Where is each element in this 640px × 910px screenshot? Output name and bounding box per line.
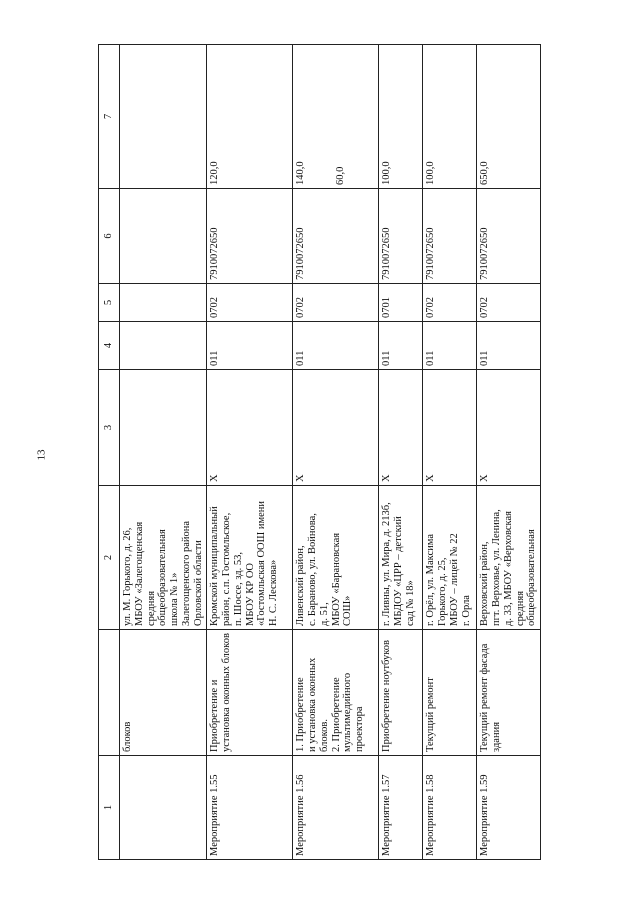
table-row bbox=[207, 45, 293, 860]
address-line: район, с.п. Гостомльское, bbox=[221, 512, 232, 626]
target-cell: 7910072650 bbox=[207, 189, 293, 284]
activity-cell: Текущий ремонт bbox=[423, 630, 477, 756]
address-line: д. 51, bbox=[318, 602, 330, 626]
amount-line: 140,0 bbox=[295, 161, 307, 185]
address-line: школа № 1» bbox=[169, 572, 180, 626]
activity-cell bbox=[293, 630, 379, 756]
address-line: СОШ» bbox=[342, 595, 354, 626]
address-line: «Гостомльская ООШ имени bbox=[256, 500, 268, 626]
header-cell: 6 bbox=[99, 189, 120, 284]
mark-cell: X bbox=[423, 370, 477, 486]
header-cell: 5 bbox=[99, 284, 120, 322]
activity-line: 1. Приобретение bbox=[295, 677, 307, 752]
address-line: МБОУ «Залегощенская bbox=[133, 521, 145, 626]
event-cell: Мероприятие 1.56 bbox=[293, 756, 379, 860]
event-cell: Мероприятие 1.55 bbox=[207, 756, 293, 860]
mark-cell bbox=[120, 370, 207, 486]
address-line: общеобразовательная bbox=[526, 529, 538, 626]
address-line: г. Орла bbox=[460, 595, 472, 626]
address-cell bbox=[207, 486, 293, 630]
activity-cell: Приобретение и установка оконных блоков bbox=[207, 630, 293, 756]
code-cell: 011 bbox=[207, 322, 293, 370]
target-cell: 7910072650 bbox=[293, 189, 379, 284]
header-cell: 3 bbox=[99, 370, 120, 486]
header-cell bbox=[99, 630, 120, 756]
target-cell bbox=[120, 189, 207, 284]
table-row bbox=[379, 45, 423, 860]
amount-cell: 650,0 bbox=[477, 45, 541, 189]
address-line: МБОУ «Барановская bbox=[330, 532, 342, 626]
address-cell bbox=[423, 486, 477, 630]
address-line: с. Бараново, ул. Войнова, bbox=[307, 513, 318, 626]
address-line: МБДОУ «ЦРР – детский bbox=[393, 516, 404, 626]
header-cell: 4 bbox=[99, 322, 120, 370]
activity-line: мультимедийного bbox=[342, 672, 354, 752]
address-line: средняя bbox=[145, 590, 157, 626]
address-line: сад № 18» bbox=[404, 580, 416, 626]
code-cell: 011 bbox=[423, 322, 477, 370]
rotated-table-container bbox=[98, 45, 538, 860]
activity-line: блоков. bbox=[318, 719, 330, 752]
event-cell: Мероприятие 1.57 bbox=[379, 756, 423, 860]
event-cell: Мероприятие 1.58 bbox=[423, 756, 477, 860]
code-cell: 011 bbox=[477, 322, 541, 370]
address-line: Кромской муниципальный bbox=[209, 506, 221, 626]
address-line: ул. М. Горького, д. 26, bbox=[122, 527, 133, 626]
table-row bbox=[477, 45, 541, 860]
address-cell bbox=[477, 486, 541, 630]
address-line: Орловской области bbox=[192, 540, 204, 626]
section-cell: 0702 bbox=[293, 284, 379, 322]
amount-cell: 100,0 bbox=[379, 45, 423, 189]
amount-cell: 120,0 bbox=[207, 45, 293, 189]
address-line: пгт. Верховье, ул. Ленина, bbox=[491, 509, 502, 626]
section-cell bbox=[120, 284, 207, 322]
header-cell: 2 bbox=[99, 486, 120, 630]
address-line: Горького, д. 25, bbox=[437, 557, 448, 626]
page-number: 13 bbox=[35, 449, 48, 461]
table-row bbox=[120, 45, 207, 860]
address-line: г. Ливны, ул. Мира, д. 213б, bbox=[381, 502, 393, 626]
header-cell: 1 bbox=[99, 756, 120, 860]
address-cell bbox=[120, 486, 207, 630]
address-line: д. 33, МБОУ «Верховская bbox=[502, 511, 514, 626]
activity-cell: блоков bbox=[120, 630, 207, 756]
header-cell: 7 bbox=[99, 45, 120, 189]
target-cell: 7910072650 bbox=[477, 189, 541, 284]
event-cell bbox=[120, 756, 207, 860]
activity-cell: Приобретение ноутбуков bbox=[379, 630, 423, 756]
address-line: г. Орёл, ул. Максима bbox=[425, 534, 437, 626]
address-cell bbox=[293, 486, 379, 630]
table-row bbox=[423, 45, 477, 860]
code-cell: 011 bbox=[293, 322, 379, 370]
amount-cell bbox=[293, 45, 379, 189]
activity-line: 2. Приобретение bbox=[330, 677, 342, 752]
section-cell: 0702 bbox=[207, 284, 293, 322]
address-cell bbox=[379, 486, 423, 630]
activity-line: и установка оконных bbox=[307, 657, 318, 752]
activity-line: проектора bbox=[354, 706, 365, 752]
address-line: Н. С. Лескова» bbox=[268, 559, 279, 626]
code-cell bbox=[120, 322, 207, 370]
address-line: Залегощенского района bbox=[180, 520, 192, 626]
address-line: общеобразовательная bbox=[157, 529, 169, 626]
table-row bbox=[293, 45, 379, 860]
target-cell: 7910072650 bbox=[379, 189, 423, 284]
section-cell: 0702 bbox=[423, 284, 477, 322]
target-cell: 7910072650 bbox=[423, 189, 477, 284]
event-cell: Мероприятие 1.59 bbox=[477, 756, 541, 860]
address-line: МБОУ – лицей № 22 bbox=[448, 533, 460, 626]
mark-cell: X bbox=[293, 370, 379, 486]
activity-cell: Текущий ремонт фасада здания bbox=[477, 630, 541, 756]
address-line: Верховский район, bbox=[479, 541, 491, 626]
mark-cell: X bbox=[477, 370, 541, 486]
table-header-row bbox=[99, 45, 120, 860]
amount-gap bbox=[307, 48, 335, 185]
mark-cell: X bbox=[207, 370, 293, 486]
data-table bbox=[98, 44, 541, 860]
section-cell: 0701 bbox=[379, 284, 423, 322]
address-line: Ливенский район, bbox=[295, 545, 307, 626]
mark-cell: X bbox=[379, 370, 423, 486]
amount-line: 60,0 bbox=[335, 166, 346, 185]
address-line: МБОУ КР ОО bbox=[244, 563, 256, 626]
amount-cell bbox=[120, 45, 207, 189]
code-cell: 011 bbox=[379, 322, 423, 370]
section-cell: 0702 bbox=[477, 284, 541, 322]
address-line: п. Шоссе, зд. 53, bbox=[232, 551, 244, 626]
address-line: средняя bbox=[514, 590, 526, 626]
amount-cell: 100,0 bbox=[423, 45, 477, 189]
